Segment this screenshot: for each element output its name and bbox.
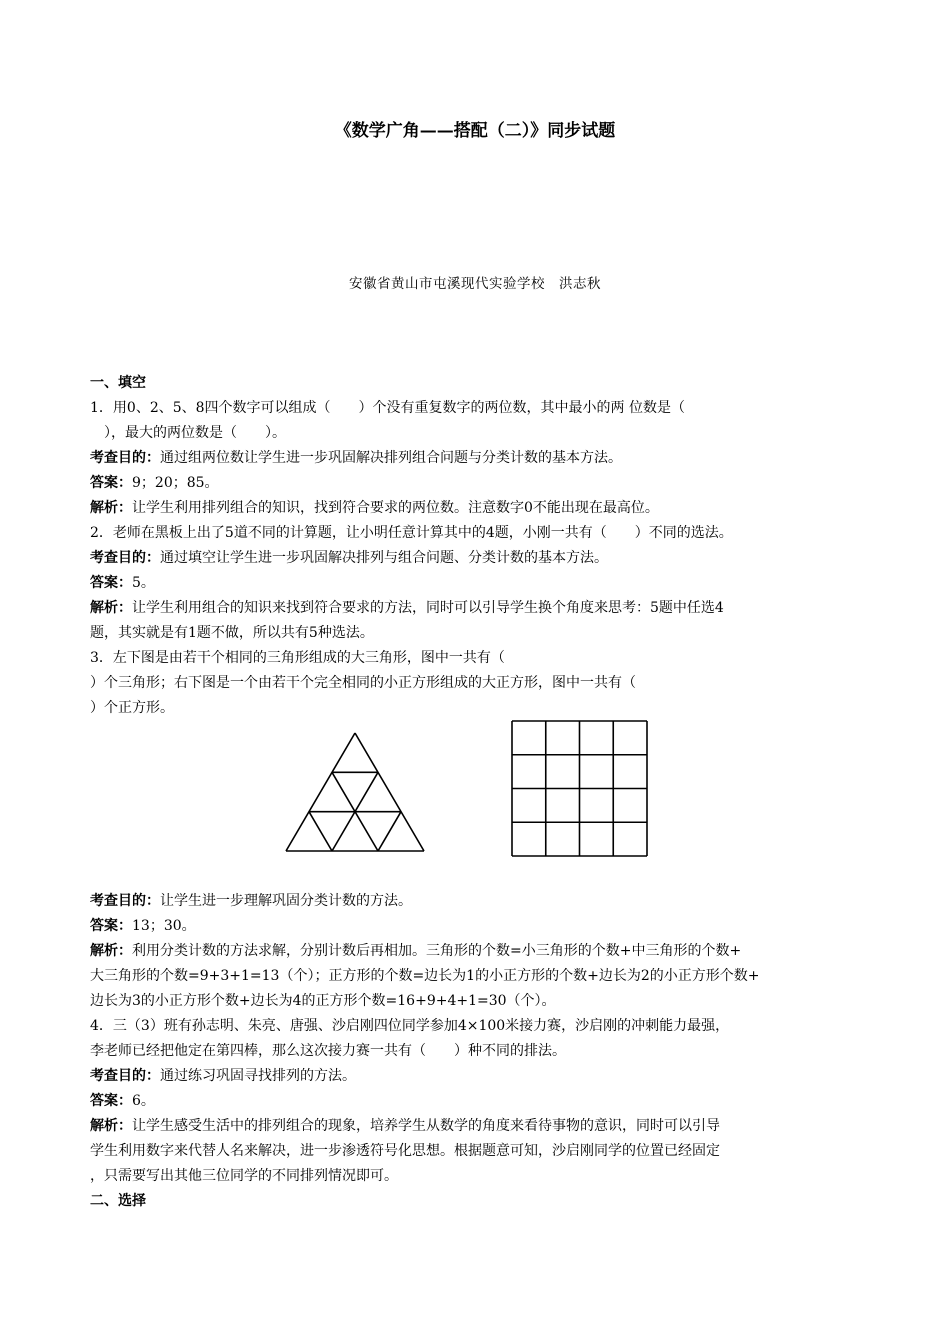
triangle-figure	[280, 727, 430, 857]
purpose-label: 考查目的：	[90, 550, 160, 566]
q4-analysis-text1: 让学生感受生活中的排列组合的现象，培养学生从数学的角度来看待事物的意识，同时可以引导	[132, 1118, 720, 1134]
q4-purpose-text: 通过练习巩固寻找排列的方法。	[160, 1068, 356, 1084]
purpose-label: 考查目的：	[90, 1068, 160, 1084]
analysis-label: 解析：	[90, 600, 132, 616]
page-title: 《数学广角——搭配（二）》同步试题	[334, 121, 616, 141]
q2-purpose	[90, 546, 880, 571]
analysis-label: 解析：	[90, 1118, 132, 1134]
q2-text-line1: 2．老师在黑板上出了5道不同的计算题，让小明任意计算其中的4题，小刚一共有（ ）不同的选法。	[90, 525, 733, 541]
analysis-label: 解析：	[90, 500, 132, 516]
triangle-inner-line	[309, 812, 332, 851]
q3-figures	[90, 721, 880, 889]
author-line: 安徽省黄山市屯溪现代实验学校 洪志秋	[349, 276, 601, 292]
q1-analysis-text: 让学生利用排列组合的知识，找到符合要求的两位数。注意数字0不能出现在最高位。	[132, 500, 659, 516]
answer-label: 答案：	[90, 575, 132, 591]
q1-text-line2: ），最大的两位数是（ ）。	[90, 425, 286, 441]
square-grid-figure	[508, 717, 658, 867]
q4-text-line1: 4．三（3）班有孙志明、朱亮、唐强、沙启刚四位同学参加4×100米接力赛，沙启刚的冲刺能力最强，	[90, 1018, 730, 1034]
purpose-label: 考查目的：	[90, 893, 160, 909]
q1-purpose-text: 通过组两位数让学生进一步巩固解决排列组合问题与分类计数的基本方法。	[160, 450, 622, 466]
section-heading-fill: 一、填空	[90, 375, 146, 391]
q3-answer	[90, 914, 880, 939]
q4-analysis-line2: 学生利用数字来代替人名来解决，进一步渗透符号化思想。根据题意可知，沙启刚同学的位置已经固定	[90, 1143, 720, 1159]
triangle-edge	[355, 733, 424, 851]
q4-answer-text: 6。	[132, 1093, 155, 1109]
purpose-label: 考查目的：	[90, 450, 160, 466]
q4-purpose	[90, 1064, 880, 1089]
q3-text-line3: ）个正方形。	[90, 700, 174, 716]
q3-answer-text: 13；30。	[132, 918, 196, 934]
answer-label: 答案：	[90, 918, 132, 934]
answer-label: 答案：	[90, 475, 132, 491]
q4-analysis-line1	[90, 1114, 880, 1139]
triangle-edge	[286, 733, 355, 851]
q3-purpose	[90, 889, 880, 914]
q4-text-line2: 李老师已经把他定在第四棒，那么这次接力赛一共有（ ）种不同的排法。	[90, 1043, 566, 1059]
q2-analysis-line2: 题，其实就是有1题不做，所以共有5种选法。	[90, 625, 374, 641]
q3-text-line2: ）个三角形；右下图是一个由若干个完全相同的小正方形组成的大正方形，图中一共有（	[90, 675, 636, 691]
q1-text-line1: 1．用0、2、5、8四个数字可以组成（ ）个没有重复数字的两位数，其中最小的两 位数是（	[90, 400, 685, 416]
q3-analysis-text1: 利用分类计数的方法求解，分别计数后再相加。三角形的个数=小三角形的个数+中三角形的个数+	[132, 943, 742, 959]
q1-answer	[90, 471, 880, 496]
answer-label: 答案：	[90, 1093, 132, 1109]
q2-analysis-text1: 让学生利用组合的知识来找到符合要求的方法，同时可以引导学生换个角度来思考：5题中任选4	[132, 600, 724, 616]
q1-purpose	[90, 446, 880, 471]
section-heading-choice: 二、选择	[90, 1193, 146, 1209]
q1-analysis	[90, 496, 880, 521]
document-body	[90, 371, 880, 1214]
analysis-label: 解析：	[90, 943, 132, 959]
q2-purpose-text: 通过填空让学生进一步巩固解决排列与组合问题、分类计数的基本方法。	[160, 550, 608, 566]
q2-analysis-line1	[90, 596, 880, 621]
q3-analysis-line2: 大三角形的个数=9+3+1=13（个）；正方形的个数=边长为1的小正方形的个数+边长为2的小正方形个数+	[90, 968, 760, 984]
q2-answer	[90, 571, 880, 596]
q2-answer-text: 5。	[132, 575, 155, 591]
q4-analysis-line3: ，只需要写出其他三位同学的不同排列情况即可。	[90, 1168, 398, 1184]
triangle-inner-line	[378, 812, 401, 851]
q3-purpose-text: 让学生进一步理解巩固分类计数的方法。	[160, 893, 412, 909]
q3-analysis-line1	[90, 939, 880, 964]
q3-text-line1: 3．左下图是由若干个相同的三角形组成的大三角形，图中一共有（	[90, 650, 505, 666]
q1-answer-text: 9；20；85。	[132, 475, 219, 491]
q4-answer	[90, 1089, 880, 1114]
q3-analysis-line3: 边长为3的小正方形个数+边长为4的正方形个数=16+9+4+1=30（个）。	[90, 993, 556, 1009]
